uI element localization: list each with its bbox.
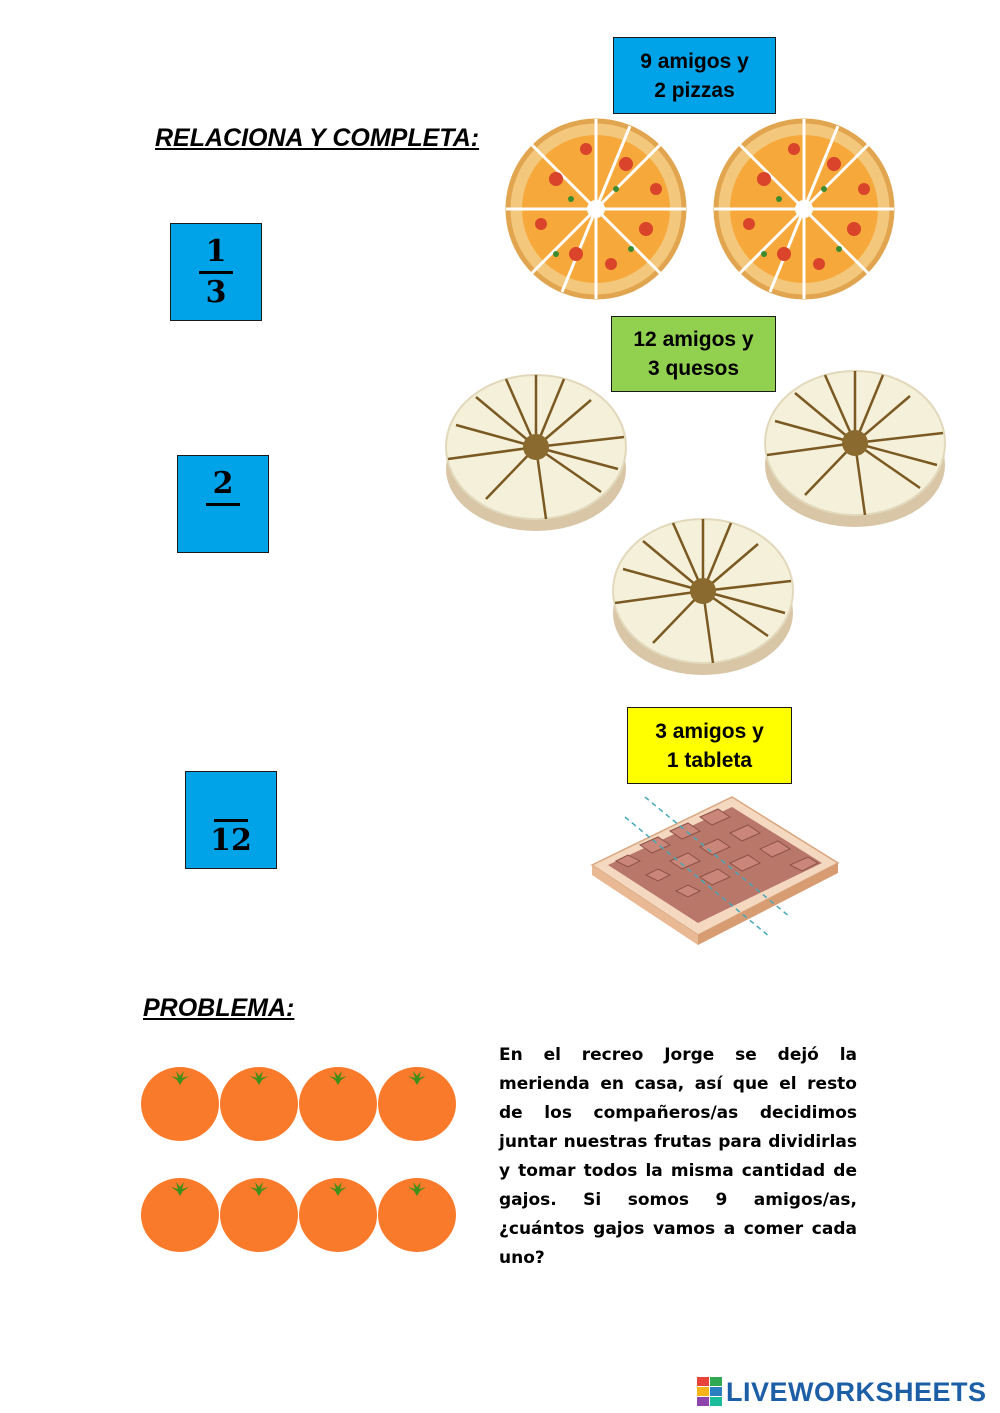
fraction-bar bbox=[206, 503, 240, 506]
orange-icon bbox=[299, 1178, 377, 1252]
card-tableta[interactable]: 3 amigos y 1 tableta bbox=[627, 707, 792, 784]
fraction-3-denominator: 12 bbox=[210, 822, 252, 858]
orange-group bbox=[140, 1066, 460, 1256]
card-pizzas[interactable]: 9 amigos y 2 pizzas bbox=[613, 37, 776, 114]
orange-icon bbox=[220, 1067, 298, 1141]
pizza-icon bbox=[504, 117, 688, 301]
fraction-bar bbox=[199, 271, 233, 274]
cheese-icon bbox=[762, 358, 948, 528]
fraction-1-numerator: 1 bbox=[205, 233, 227, 269]
fraction-2-denominator-input[interactable] bbox=[213, 508, 233, 542]
fraction-3-numerator-input[interactable] bbox=[221, 783, 241, 817]
fraction-1-denominator: 3 bbox=[205, 274, 227, 310]
brand-name: LIVEWORKSHEETS bbox=[726, 1376, 987, 1407]
orange-icon bbox=[378, 1067, 456, 1141]
orange-icon bbox=[141, 1178, 219, 1252]
orange-icon bbox=[141, 1067, 219, 1141]
card-quesos[interactable]: 12 amigos y 3 quesos bbox=[611, 316, 776, 392]
problema-heading: PROBLEMA: bbox=[143, 994, 295, 1022]
fraction-2-numerator: 2 bbox=[212, 465, 234, 501]
cheese-icon bbox=[610, 506, 796, 676]
fraction-box-3 bbox=[185, 771, 277, 869]
orange-icon bbox=[220, 1178, 298, 1252]
liveworksheets-logo bbox=[697, 1374, 987, 1410]
fraction-bar bbox=[214, 819, 248, 822]
chocolate-bar-icon bbox=[590, 795, 840, 945]
orange-icon bbox=[299, 1067, 377, 1141]
problem-text: En el recreo Jorge se dejó la merienda en casa, así que el resto de los compañeros/as decidimos juntar nuestras frutas para dividirlas y tomar todos la misma cantidad de gajos. Si somos 9 amigos/as, ¿cuántos gajos vamos a comer cada uno? bbox=[499, 1045, 857, 1268]
relaciona-heading: RELACIONA Y COMPLETA: bbox=[155, 124, 480, 152]
orange-icon bbox=[378, 1178, 456, 1252]
fraction-box-1 bbox=[170, 223, 262, 321]
liveworksheets-icon bbox=[697, 1377, 723, 1407]
cheese-icon bbox=[443, 362, 629, 532]
pizza-icon bbox=[712, 117, 896, 301]
fraction-box-2 bbox=[177, 455, 269, 553]
